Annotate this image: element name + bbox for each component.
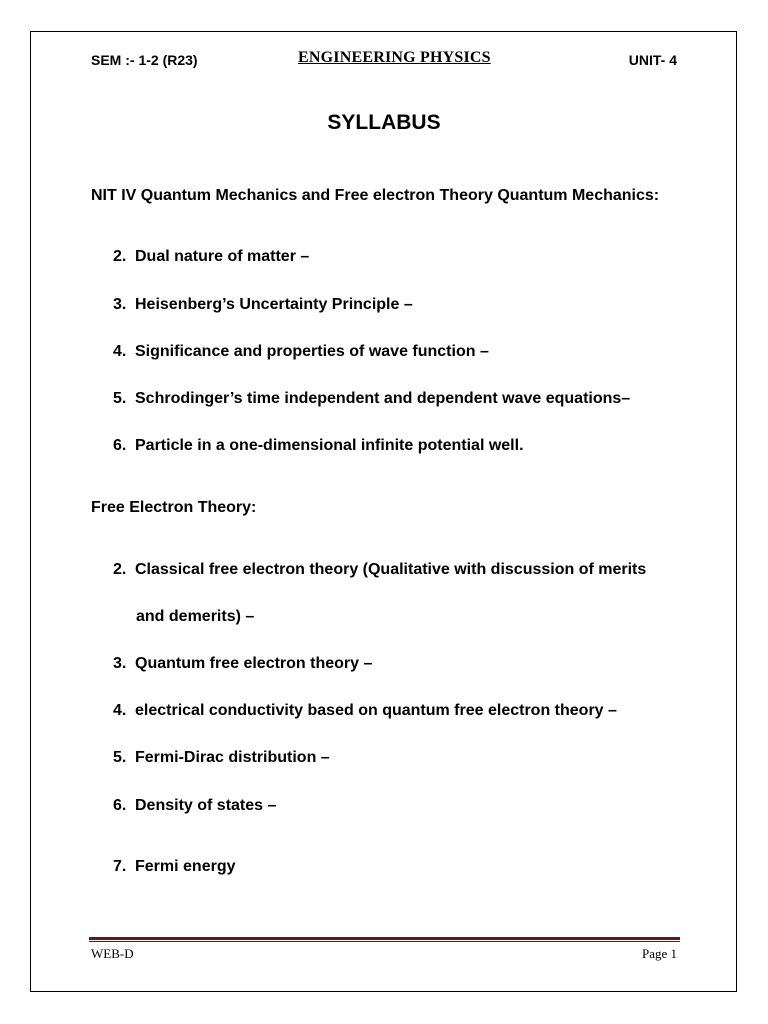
list-item-text: Dual nature of matter – (135, 248, 310, 265)
list-item-text: Fermi energy (135, 858, 236, 875)
list-item (113, 702, 617, 720)
list-item (113, 858, 235, 876)
list-item-number: 4. (113, 343, 127, 360)
list-item-text: Quantum free electron theory – (135, 655, 373, 672)
list-item (113, 390, 630, 408)
list-item-text: Heisenberg’s Uncertainty Principle – (135, 296, 413, 313)
list-item-text: electrical conductivity based on quantum free electron theory – (135, 702, 617, 719)
section-heading-quantum: NIT IV Quantum Mechanics and Free electron Theory Quantum Mechanics: (91, 187, 660, 204)
list-item (113, 749, 330, 767)
list-item (113, 343, 489, 361)
list-item-number: 6. (113, 437, 127, 454)
list-item (113, 248, 309, 266)
page-title: SYLLABUS (327, 111, 441, 134)
list-item (113, 655, 372, 673)
list-item-text: Schrodinger’s time independent and dependent wave equations– (135, 390, 631, 407)
list-item (113, 561, 646, 579)
header-semester: SEM :- 1-2 (R23) (91, 52, 198, 68)
list-item-text: Density of states – (135, 797, 277, 814)
list-item-number: 2. (113, 248, 127, 265)
list-item-text: Significance and properties of wave function – (135, 343, 489, 360)
list-item (113, 797, 276, 815)
list-item-number: 5. (113, 749, 127, 766)
footer-divider-thin (89, 941, 680, 942)
list-item-text: Classical free electron theory (Qualitative with discussion of merits (135, 561, 647, 578)
header-subject: ENGINEERING PHYSICS (298, 49, 491, 66)
list-item-continuation: and demerits) – (136, 608, 255, 625)
list-item-text: Fermi-Dirac distribution – (135, 749, 330, 766)
list-item-number: 5. (113, 390, 127, 407)
footer-divider (89, 937, 680, 940)
list-item-number: 7. (113, 858, 127, 875)
header-unit: UNIT- 4 (628, 52, 677, 68)
list-item-number: 2. (113, 561, 127, 578)
list-item-number: 4. (113, 702, 127, 719)
list-item-number: 3. (113, 655, 127, 672)
footer-left-text: WEB-D (91, 946, 134, 961)
list-item-number: 3. (113, 296, 127, 313)
page-number: Page 1 (641, 946, 677, 961)
section-heading-free-electron: Free Electron Theory: (91, 499, 257, 516)
list-item (113, 437, 524, 455)
list-item-number: 6. (113, 797, 127, 814)
list-item-text: Particle in a one-dimensional infinite potential well. (135, 437, 524, 454)
list-item (113, 296, 413, 314)
